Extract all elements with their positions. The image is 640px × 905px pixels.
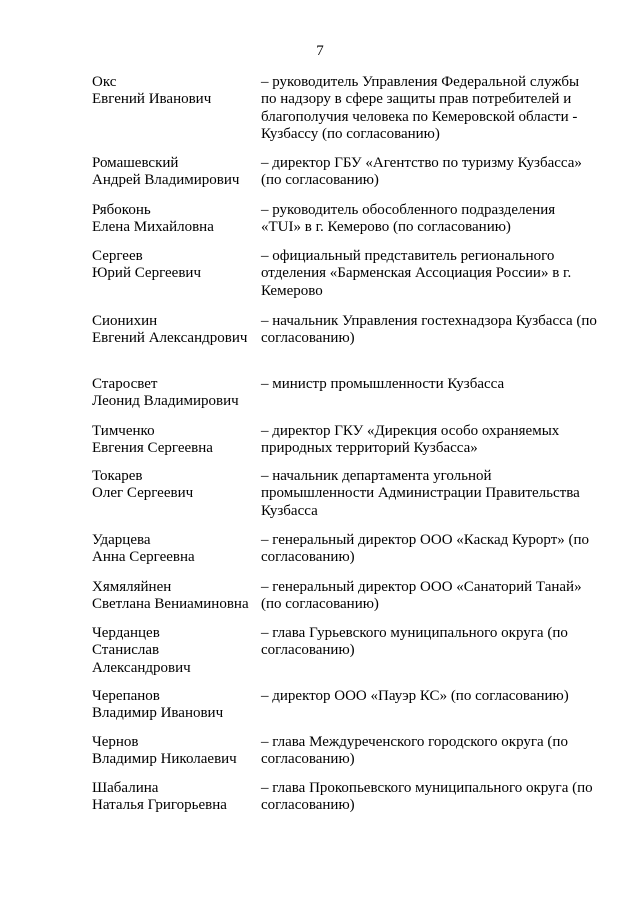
person-given-name: Леонид Владимирович (92, 393, 239, 410)
person-patronymic: Александрович (92, 659, 191, 676)
person-name (92, 74, 257, 109)
person-given-name: Юрий Сергеевич (92, 265, 201, 282)
person-given-name: Евгений Иванович (92, 91, 212, 108)
person-role: – руководитель обособленного подразделения «TUI» в г. Кемерово (по согласованию) (261, 202, 556, 236)
person-given-name: Елена Михайловна (92, 219, 214, 236)
person-surname: Шабалина (92, 780, 159, 796)
person-role: – руководитель Управления Федеральной службы по надзору в сфере защиты прав потребителей и благополучия человека по Кемеровской области - Кузбассу (по согласованию) (261, 74, 580, 143)
person-role: – министр промышленности Кузбасса (261, 376, 505, 392)
person-name (92, 688, 257, 723)
person-role: – глава Прокопьевского муниципального округа (по согласованию) (261, 780, 593, 814)
person-given-name: Олег Сергеевич (92, 485, 194, 502)
person-given-name: Владимир Николаевич (92, 751, 237, 768)
person-role: – глава Междуреченского городского округа (по согласованию) (261, 734, 568, 768)
person-surname: Ударцева (92, 532, 151, 548)
page-number: 7 (316, 43, 324, 59)
person-surname: Сионихин (92, 313, 158, 329)
person-role: – генеральный директор ООО «Санаторий Танай» (по согласованию) (261, 579, 582, 613)
person-role: – директор ГБУ «Агентство по туризму Кузбасса» (по согласованию) (261, 155, 582, 189)
person-surname: Чернов (92, 734, 139, 750)
person-name (92, 780, 257, 815)
person-given-name: Владимир Иванович (92, 705, 224, 722)
person-name (92, 376, 257, 411)
person-role: – директор ООО «Пауэр КС» (по согласованию) (261, 688, 569, 704)
person-surname: Хямяляйнен (92, 579, 172, 595)
person-name (92, 625, 257, 677)
person-surname: Токарев (92, 468, 143, 484)
person-role: – начальник Управления гостехнадзора Кузбасса (по согласованию) (261, 313, 597, 347)
person-surname: Тимченко (92, 423, 155, 439)
person-given-name: Евгений Александрович (92, 330, 248, 347)
person-surname: Черепанов (92, 688, 160, 704)
person-given-name: Андрей Владимирович (92, 172, 240, 189)
person-name (92, 423, 257, 458)
person-given-name: Светлана Вениаминовна (92, 596, 249, 613)
person-role: – официальный представитель регионального отделения «Барменская Ассоциация России» в г. Кемерово (261, 248, 572, 299)
person-role: – начальник департамента угольной промышленности Администрации Правительства Кузбасса (261, 468, 580, 519)
person-surname: Окс (92, 74, 117, 90)
person-given-name: Евгения Сергеевна (92, 440, 213, 457)
person-name (92, 468, 257, 503)
person-role: – генеральный директор ООО «Каскад Курорт» (по согласованию) (261, 532, 590, 566)
person-surname: Ромашевский (92, 155, 179, 171)
person-given-name: Наталья Григорьевна (92, 797, 227, 814)
person-role: – директор ГКУ «Дирекция особо охраняемых природных территорий Кузбасса» (261, 423, 560, 457)
person-given-name: Анна Сергеевна (92, 549, 195, 566)
person-name (92, 313, 257, 348)
person-name (92, 248, 257, 283)
person-surname: Сергеев (92, 248, 143, 264)
person-surname: Старосвет (92, 376, 158, 392)
person-name (92, 155, 257, 190)
person-name (92, 532, 257, 567)
person-role: – глава Гурьевского муниципального округа (по согласованию) (261, 625, 568, 659)
person-surname: Рябоконь (92, 202, 151, 218)
person-name (92, 202, 257, 237)
person-name (92, 579, 257, 614)
person-name (92, 734, 257, 769)
person-given-name: Станислав (92, 642, 160, 659)
person-surname: Черданцев (92, 625, 160, 641)
